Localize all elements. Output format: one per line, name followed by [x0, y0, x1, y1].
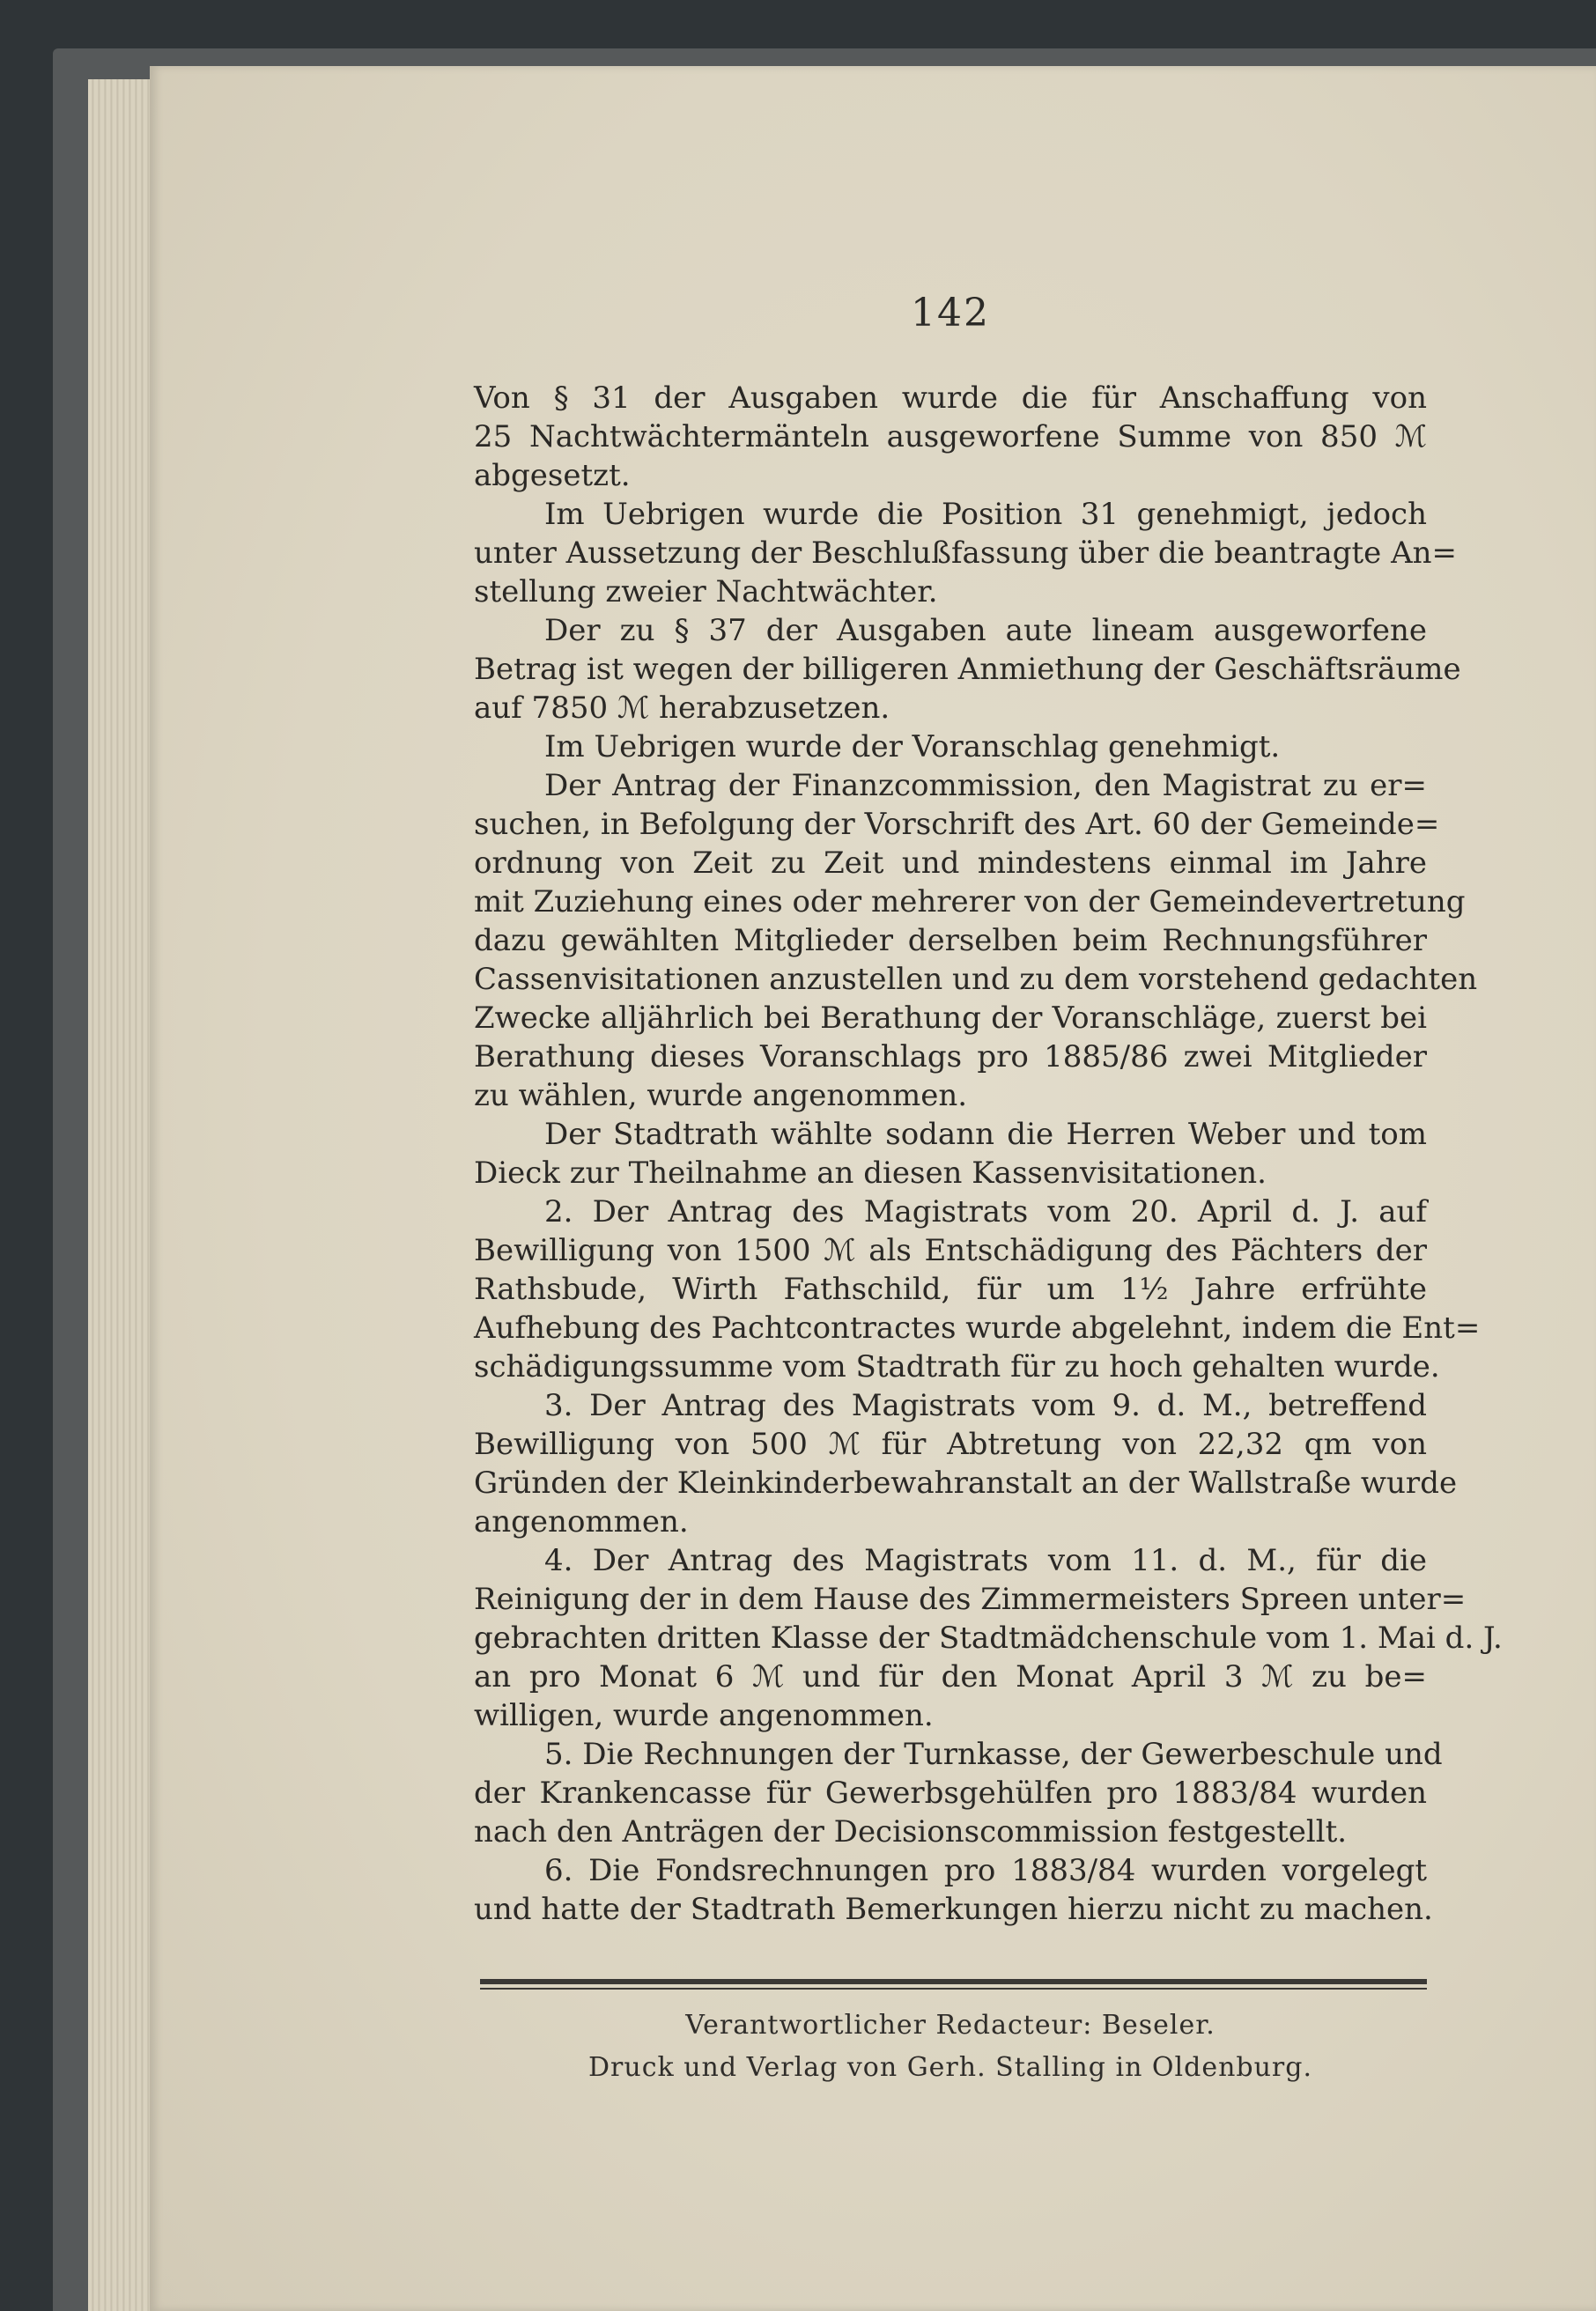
- text-line: Rathsbude, Wirth Fathschild, für um 1½ Jahre erfrühte: [474, 1272, 1427, 1307]
- text-line: Bewilligung von 500 ℳ für Abtretung von 22,32 qm von: [474, 1427, 1427, 1462]
- text-line: mit Zuziehung eines oder mehrerer von der Gemeindevertretung: [474, 884, 1466, 919]
- footer-rule-thin: [480, 1988, 1427, 1990]
- text-line: Im Uebrigen wurde die Position 31 genehmigt, jedoch: [544, 497, 1427, 532]
- footer-rule-thick: [480, 1979, 1427, 1984]
- page-number: 142: [911, 291, 990, 336]
- text-line: 5. Die Rechnungen der Turnkasse, der Gewerbeschule und: [544, 1737, 1443, 1772]
- text-line: Im Uebrigen wurde der Voranschlag genehmigt.: [544, 729, 1281, 764]
- text-line: Der zu § 37 der Ausgaben aute lineam ausgeworfene: [544, 613, 1427, 648]
- editor-imprint: Verantwortlicher Redacteur: Beseler.: [685, 2010, 1215, 2041]
- text-line: willigen, wurde angenommen.: [474, 1698, 934, 1733]
- text-line: suchen, in Befolgung der Vorschrift des Art. 60 der Gemeinde=: [474, 807, 1440, 842]
- text-line: 6. Die Fondsrechnungen pro 1883/84 wurden vorgelegt: [544, 1853, 1427, 1888]
- text-line: angenommen.: [474, 1504, 689, 1539]
- text-line: Dieck zur Theilnahme an diesen Kassenvisitationen.: [474, 1156, 1267, 1191]
- text-line: Reinigung der in dem Hause des Zimmermeisters Spreen unter=: [474, 1582, 1467, 1617]
- text-line: Gründen der Kleinkinderbewahranstalt an der Wallstraße wurde: [474, 1466, 1458, 1501]
- text-line: 25 Nachtwächtermänteln ausgeworfene Summe von 850 ℳ: [474, 419, 1427, 454]
- text-line: Berathung dieses Voranschlags pro 1885/86 zwei Mitglieder: [474, 1039, 1427, 1074]
- text-line: Bewilligung von 1500 ℳ als Entschädigung des Pächters der: [474, 1233, 1427, 1268]
- text-line: abgesetzt.: [474, 458, 631, 493]
- text-line: auf 7850 ℳ herabzusetzen.: [474, 690, 890, 726]
- text-line: Der Stadtrath wählte sodann die Herren Weber und tom: [544, 1117, 1427, 1152]
- text-line: unter Aussetzung der Beschlußfassung über die beantragte An=: [474, 535, 1458, 571]
- text-line: Betrag ist wegen der billigeren Anmiethung der Geschäftsräume: [474, 652, 1461, 687]
- text-line: stellung zweier Nachtwächter.: [474, 574, 938, 609]
- text-line: Der Antrag der Finanzcommission, den Magistrat zu er=: [544, 768, 1427, 803]
- text-line: dazu gewählten Mitglieder derselben beim Rechnungsführer: [474, 923, 1427, 958]
- text-line: der Krankencasse für Gewerbsgehülfen pro 1883/84 wurden: [474, 1776, 1427, 1811]
- text-line: nach den Anträgen der Decisionscommission festgestellt.: [474, 1814, 1348, 1850]
- text-line: gebrachten dritten Klasse der Stadtmädchenschule vom 1. Mai d. J.: [474, 1621, 1503, 1656]
- text-line: 2. Der Antrag des Magistrats vom 20. April d. J. auf: [544, 1194, 1427, 1229]
- text-line: 3. Der Antrag des Magistrats vom 9. d. M., betreffend: [544, 1388, 1427, 1423]
- text-line: Cassenvisitationen anzustellen und zu dem vorstehend gedachten: [474, 962, 1478, 997]
- text-line: schädigungssumme vom Stadtrath für zu hoch gehalten wurde.: [474, 1349, 1440, 1384]
- text-line: Von § 31 der Ausgaben wurde die für Anschaffung von: [474, 380, 1427, 416]
- text-line: 4. Der Antrag des Magistrats vom 11. d. M., für die: [544, 1543, 1427, 1578]
- text-line: und hatte der Stadtrath Bemerkungen hierzu nicht zu machen.: [474, 1892, 1433, 1927]
- body-text: [474, 379, 1503, 1964]
- text-line: an pro Monat 6 ℳ und für den Monat April 3 ℳ zu be=: [474, 1659, 1427, 1694]
- text-line: Aufhebung des Pachtcontractes wurde abgelehnt, indem die Ent=: [474, 1311, 1481, 1346]
- text-line: zu wählen, wurde angenommen.: [474, 1078, 968, 1113]
- text-line: Zwecke alljährlich bei Berathung der Voranschläge, zuerst bei: [474, 1000, 1427, 1036]
- text-line: ordnung von Zeit zu Zeit und mindestens einmal im Jahre: [474, 845, 1427, 881]
- publisher-imprint: Druck und Verlag von Gerh. Stalling in Oldenburg.: [587, 2052, 1313, 2083]
